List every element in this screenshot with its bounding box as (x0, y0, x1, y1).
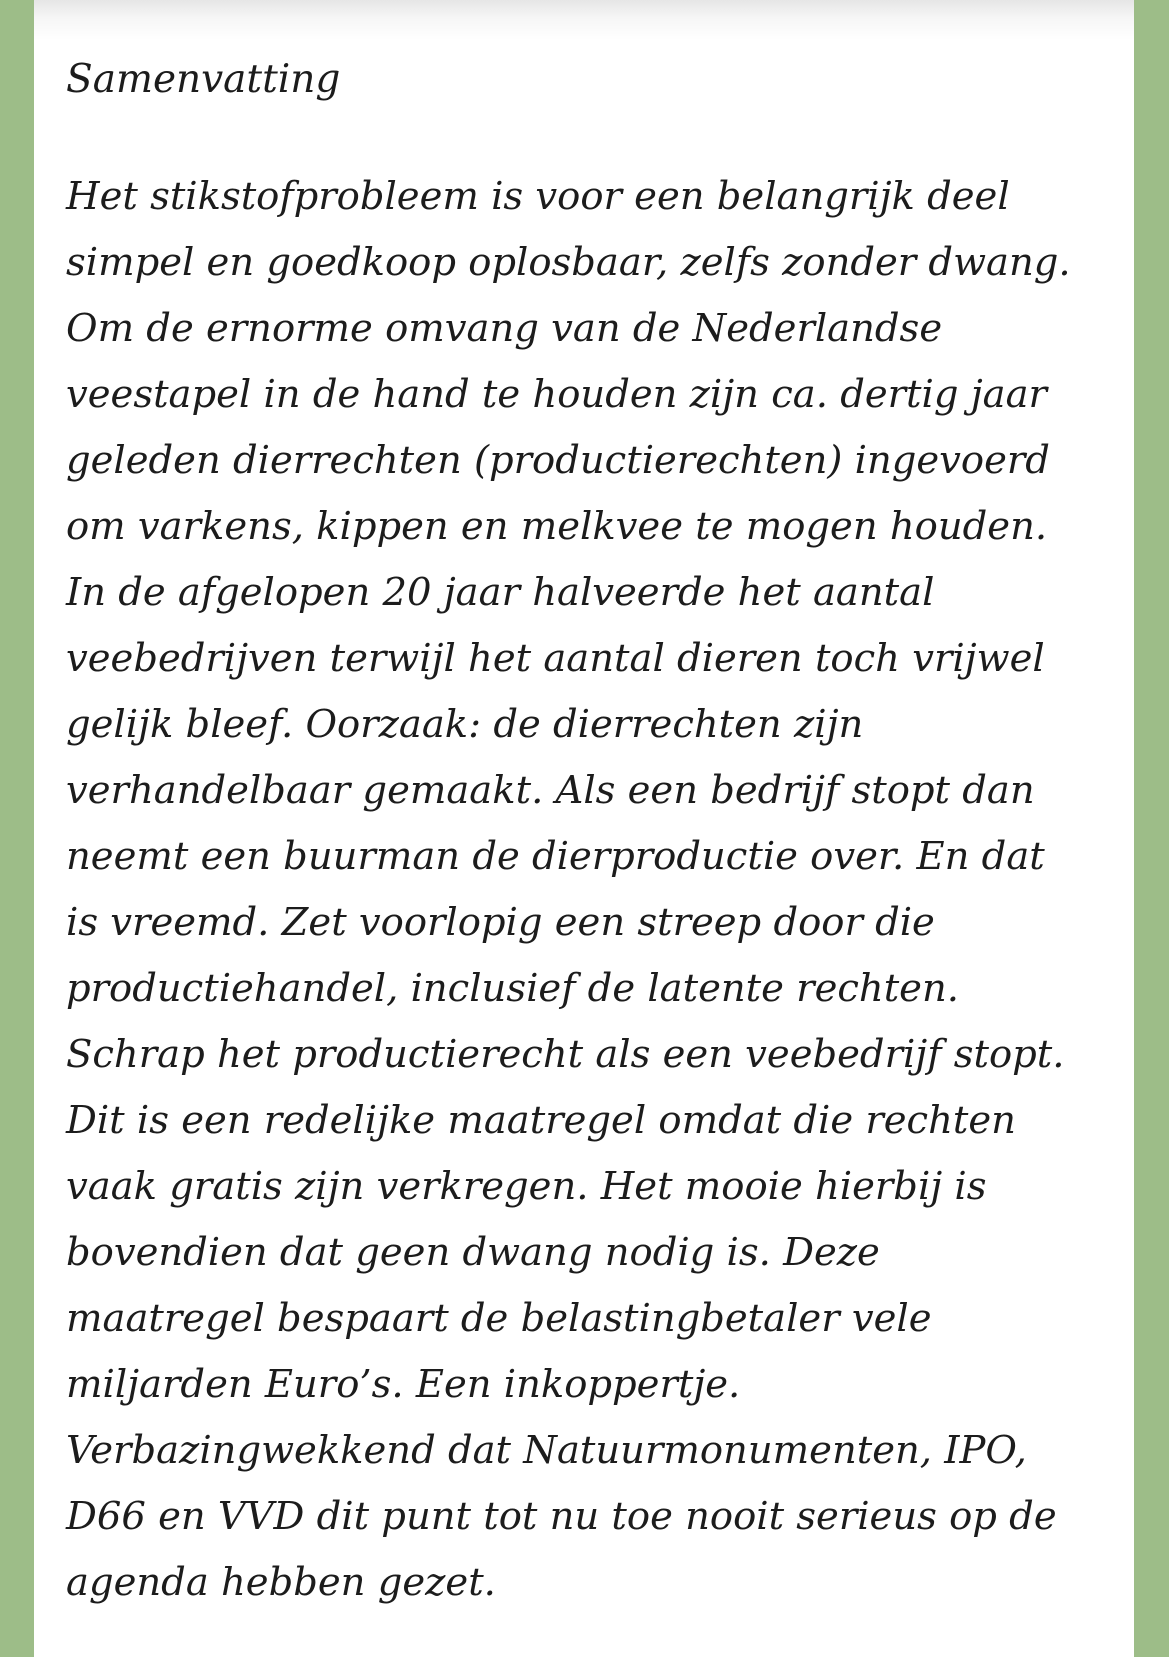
paragraph-line: simpel en goedkoop oplosbaar, zelfs zonder dwang. (66, 240, 1071, 285)
paragraph-line: In de afgelopen 20 jaar halveerde het aantal (66, 570, 935, 615)
paragraph-line: Verbazingwekkend dat Natuurmonumenten, IPO, (66, 1428, 1027, 1473)
article-card (34, 0, 1134, 1657)
paragraph-line: is vreemd. Zet voorlopig een streep door die (66, 900, 935, 945)
paragraph-line: maatregel bespaart de belastingbetaler vele (66, 1296, 932, 1341)
paragraph-line: gelijk bleef. Oorzaak: de dierrechten zijn (66, 702, 864, 747)
paragraph-line: verhandelbaar gemaakt. Als een bedrijf stopt dan (66, 768, 1035, 813)
paragraph-line: miljarden Euro’s. Een inkoppertje. (66, 1362, 741, 1407)
paragraph-line: neemt een buurman de dierproductie over. En dat (66, 834, 1045, 879)
paragraph-line: veestapel in de hand te houden zijn ca. dertig jaar (66, 372, 1047, 417)
paragraph-line: veebedrijven terwijl het aantal dieren toch vrijwel (66, 636, 1045, 681)
paragraph-line: bovendien dat geen dwang nodig is. Deze (66, 1230, 880, 1275)
paragraph-line: Om de ernorme omvang van de Nederlandse (66, 306, 943, 351)
section-heading: Samenvatting (66, 57, 341, 102)
paragraph-line: Dit is een redelijke maatregel omdat die rechten (66, 1098, 1016, 1143)
paragraph-line: Het stikstofprobleem is voor een belangrijk deel (66, 174, 1010, 219)
paragraph-line: productiehandel, inclusief de latente rechten. (66, 966, 960, 1011)
paragraph-line: Schrap het productierecht als een veebedrijf stopt. (66, 1032, 1065, 1077)
paragraph-line: D66 en VVD dit punt tot nu toe nooit serieus op de (66, 1494, 1057, 1539)
top-shadow (34, 0, 1134, 40)
paragraph-line: geleden dierrechten (productierechten) ingevoerd (66, 438, 1050, 483)
paragraph-line: agenda hebben gezet. (66, 1560, 496, 1605)
paragraph-line: om varkens, kippen en melkvee te mogen houden. (66, 504, 1048, 549)
summary-paragraph (66, 164, 1116, 1616)
paragraph-line: vaak gratis zijn verkregen. Het mooie hierbij is (66, 1164, 987, 1209)
